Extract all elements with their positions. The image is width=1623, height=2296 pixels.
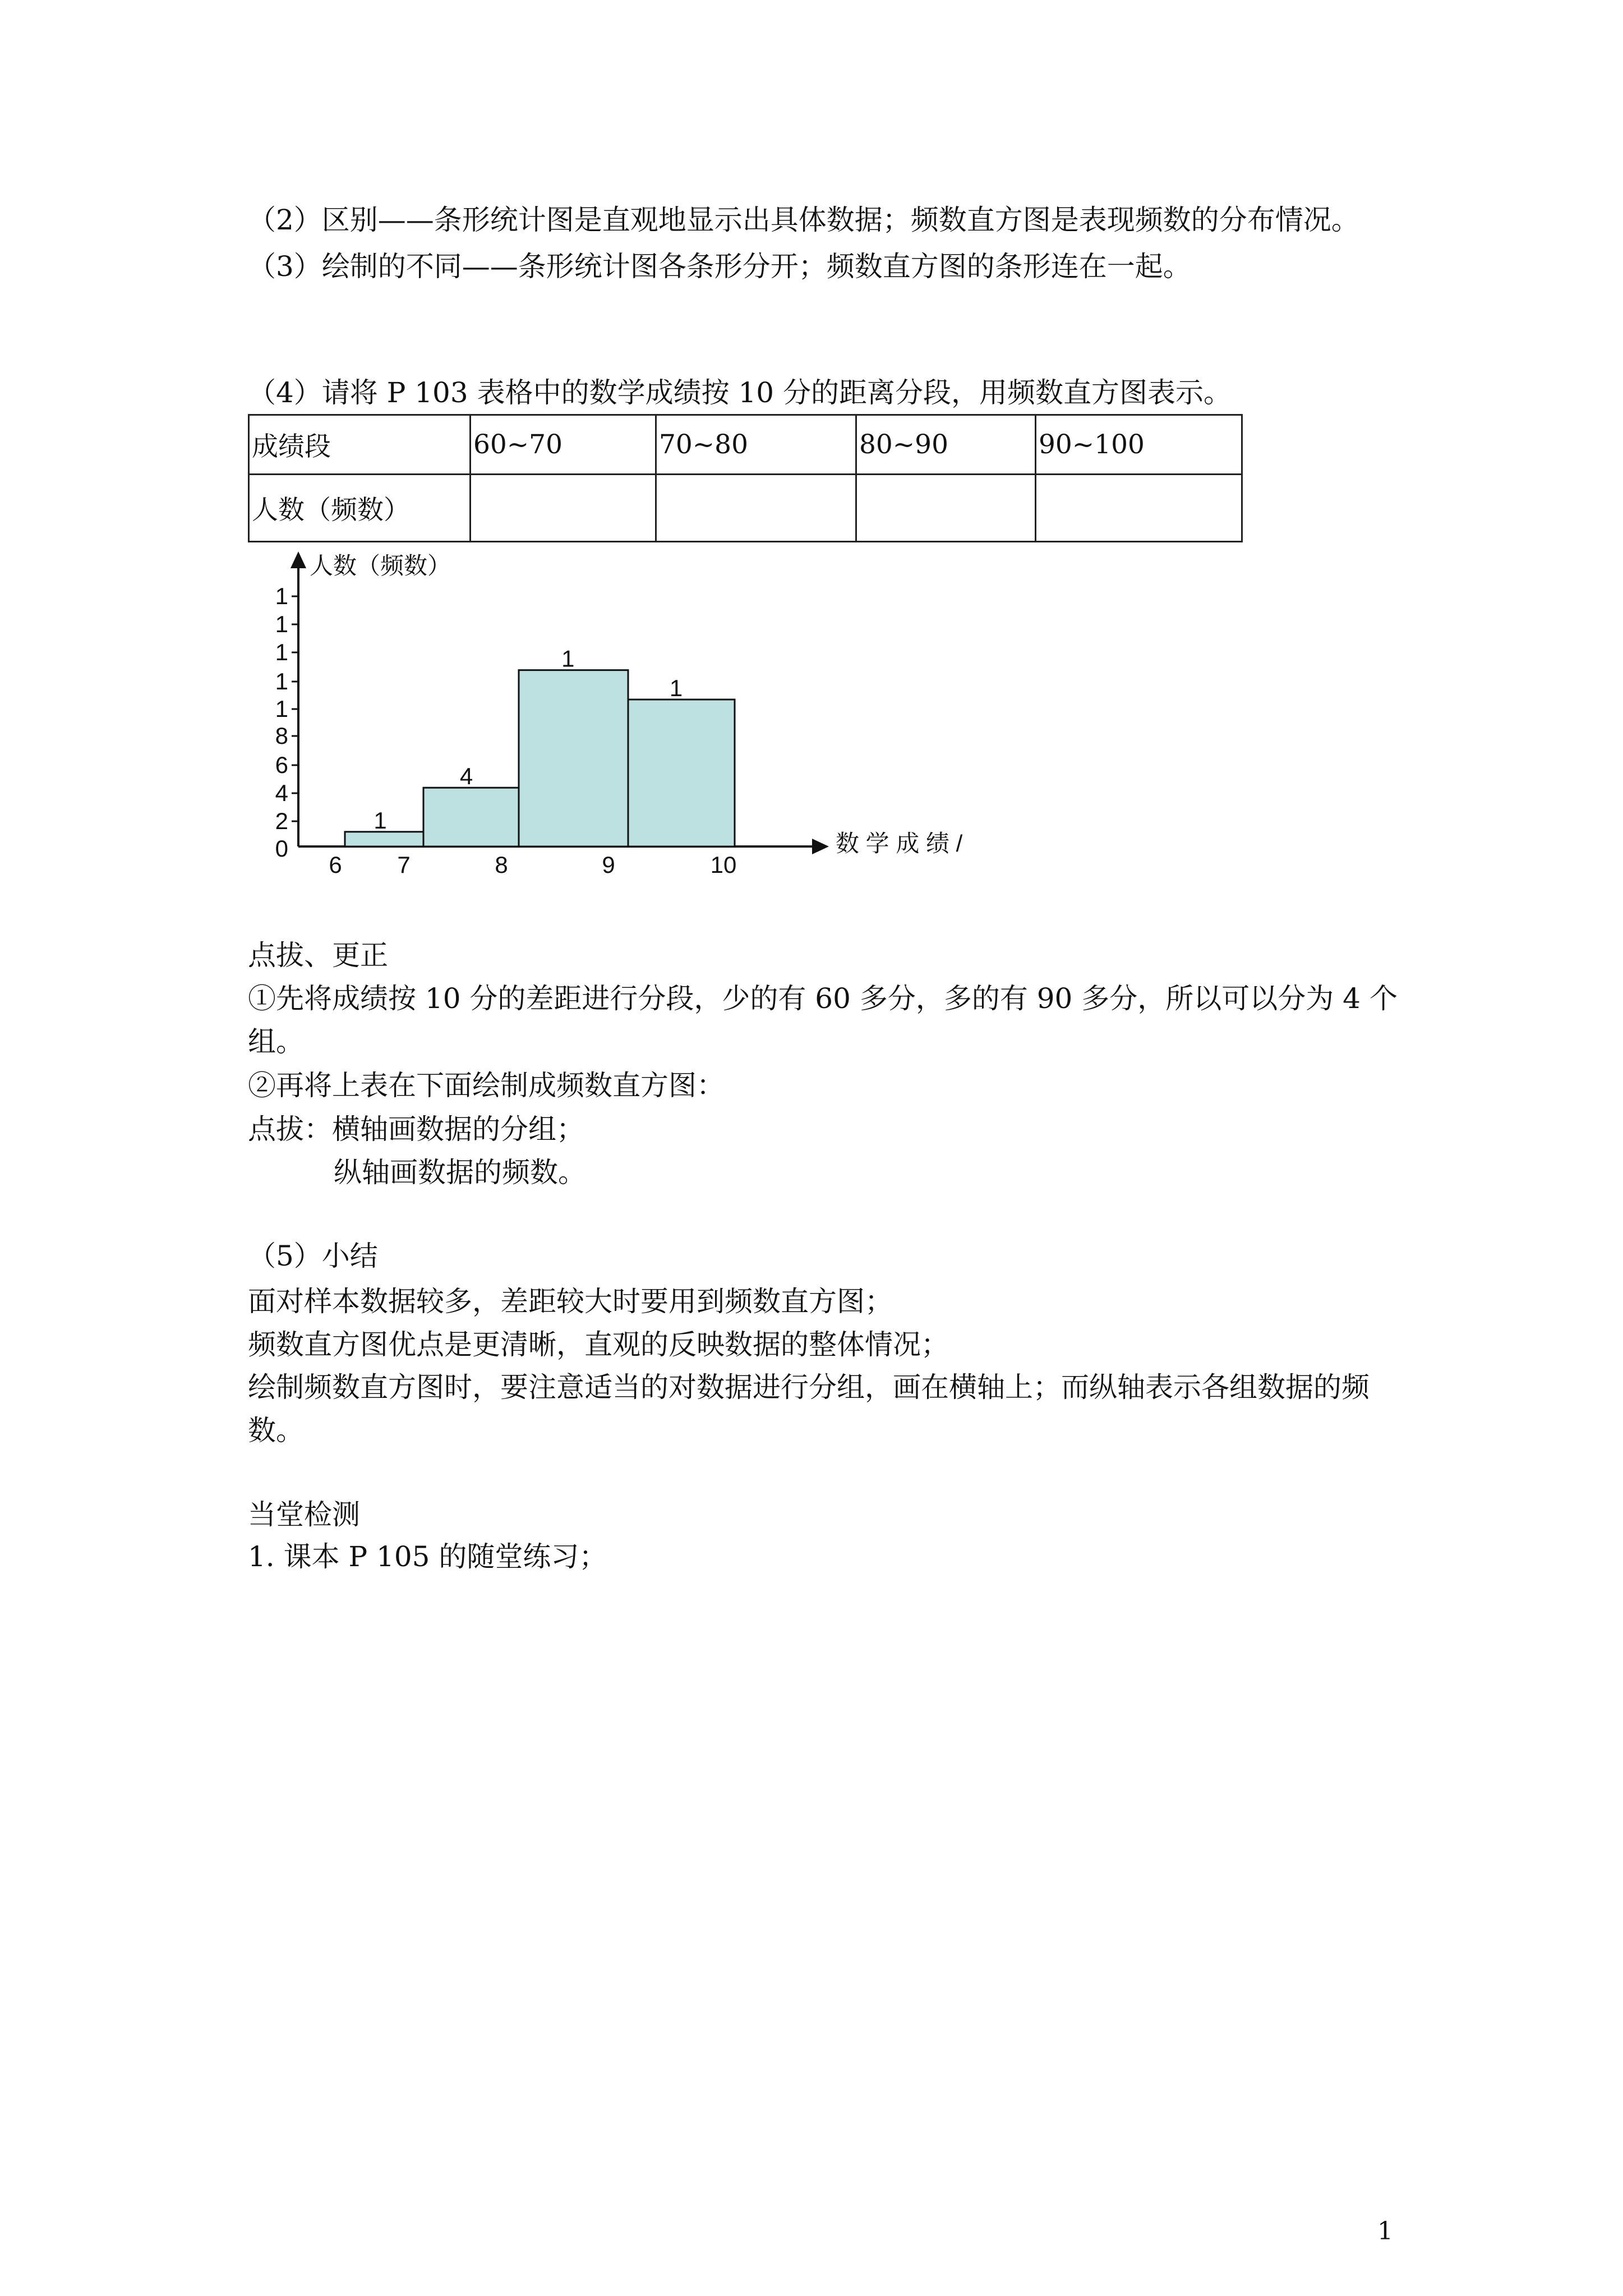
table-cell (656, 475, 856, 542)
x-axis-label: 数 学 成 绩 / (836, 830, 963, 857)
frequency-histogram (247, 541, 1009, 889)
table-cell: 60~70 (471, 415, 656, 475)
table-cell: 90~100 (1036, 415, 1242, 475)
y-tick-label: 4 (275, 780, 288, 806)
table-row (249, 475, 1242, 542)
y-tick-label: 1 (275, 639, 288, 665)
table-cell (856, 475, 1036, 542)
page-number: 1 (1377, 2217, 1393, 2246)
y-tick-label: 1 (275, 668, 288, 694)
hint-1b: 组。 (248, 1025, 304, 1058)
x-tick-label: 9 (602, 852, 615, 878)
grade-table (248, 414, 1243, 542)
histogram-bar (628, 700, 735, 846)
paragraph-4: （4）请将 P 103 表格中的数学成绩按 10 分的距离分段，用频数直方图表示。 (248, 376, 1232, 409)
y-tick-label: 8 (275, 723, 288, 749)
summary-1: 面对样本数据较多，差距较大时要用到频数直方图； (248, 1285, 893, 1318)
x-tick-label: 6 (329, 852, 342, 878)
x-tick-label: 8 (495, 852, 508, 878)
paragraph-3: （3）绘制的不同——条形统计图各条形分开；频数直方图的条形连在一起。 (248, 250, 1191, 283)
hint-2: ②再将上表在下面绘制成频数直方图： (248, 1069, 725, 1102)
x-axis-arrow (812, 839, 829, 854)
summary-3a: 绘制频数直方图时，要注意适当的对数据进行分组，画在横轴上；而纵轴表示各组数据的频 (248, 1371, 1370, 1404)
summary-3b: 数。 (248, 1414, 304, 1447)
hint-3b: 纵轴画数据的频数。 (334, 1156, 586, 1189)
y-tick-label: 6 (275, 752, 288, 778)
y-tick-label: 2 (275, 808, 288, 834)
hint-3a: 点拔：横轴画数据的分组； (248, 1113, 584, 1145)
hint-1a: ①先将成绩按 10 分的差距进行分段，少的有 60 多分，多的有 90 多分，所以可以分为 4 个 (248, 982, 1398, 1015)
table-cell: 成绩段 (249, 415, 471, 475)
summary-title: （5）小结 (248, 1240, 378, 1272)
bar-label: 1 (561, 645, 575, 672)
table-cell: 70~80 (656, 415, 856, 475)
histogram-bar (423, 788, 519, 846)
table-cell (1036, 475, 1242, 542)
bar-label: 1 (374, 807, 387, 834)
check-title: 当堂检测 (248, 1498, 360, 1531)
table-cell (471, 475, 656, 542)
y-tick-label: 1 (275, 583, 288, 609)
histogram-bar (519, 670, 628, 846)
hint-title: 点拔、更正 (248, 939, 388, 972)
check-1: 1. 课本 P 105 的随堂练习； (248, 1540, 607, 1573)
y-axis-label: 人数（频数） (310, 553, 451, 579)
table-cell: 人数（频数） (249, 475, 471, 542)
summary-2: 频数直方图优点是更清晰，直观的反映数据的整体情况； (248, 1328, 949, 1361)
table-cell: 80~90 (856, 415, 1036, 475)
y-tick-label: 1 (275, 696, 288, 722)
x-tick-label: 10 (710, 852, 737, 878)
bar-label: 4 (459, 763, 473, 790)
paragraph-2: （2）区别——条形统计图是直观地显示出具体数据；频数直方图是表现频数的分布情况。 (248, 204, 1359, 236)
y-axis-arrow (291, 551, 306, 568)
y-tick-label: 1 (275, 611, 288, 637)
table-row (249, 415, 1242, 475)
bar-label: 1 (669, 675, 683, 701)
histogram-bar (345, 832, 423, 846)
x-tick-label: 7 (397, 852, 411, 878)
y-tick-label: 0 (275, 835, 288, 862)
